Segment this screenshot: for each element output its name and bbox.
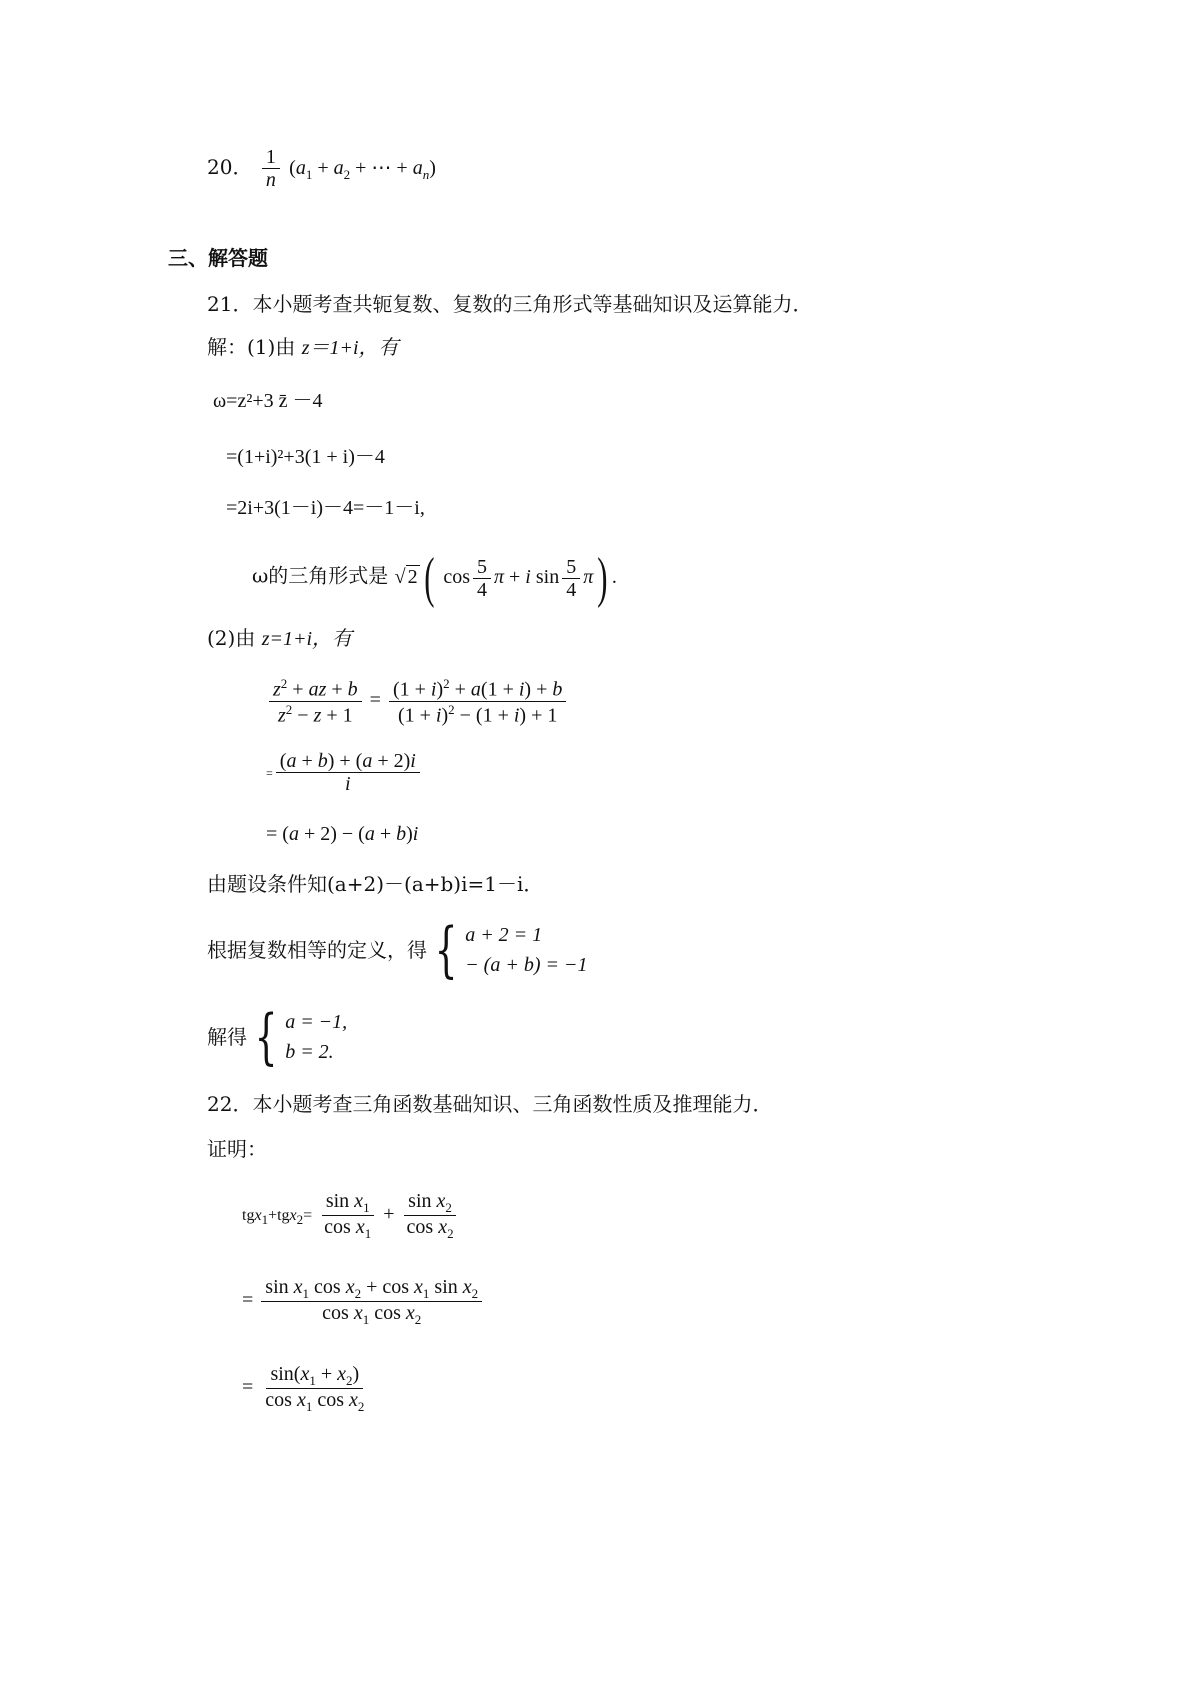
q21-result-expression: = (a + 2) − (a + b)i: [266, 823, 419, 845]
solution-a: a = −1,: [285, 1011, 348, 1033]
fraction-1-over-n: $\frac{1}{n}$: [262, 146, 280, 191]
q21-solve-label: 解得: [207, 1025, 247, 1049]
q21-step1: =(1+i)²+3(1 + i)－4: [226, 446, 385, 468]
q21-simplified-fraction: = $\frac{(a + b) + (a + 2)i}{i}$: [266, 750, 423, 795]
q22-sine-sum-fraction: = $\frac{\sin(x_1 + x_2)}{\cos x_1 \cos x_2}$: [242, 1363, 365, 1414]
q21-step2: =2i+3(1－i)－4=－1－i,: [226, 497, 425, 519]
q22-intro: 22．本小题考查三角函数基础知识、三角函数性质及推理能力．: [207, 1092, 773, 1116]
q21-part2-label: (2)由: [207, 626, 256, 650]
q21-trig-prefix: ω的三角形式是: [252, 563, 389, 588]
q21-definition-text: 根据复数相等的定义，得: [207, 938, 427, 962]
section-heading: 三、解答题: [168, 246, 268, 270]
q21-omega-definition: ω=z²+3 z̄ －4: [213, 390, 323, 412]
system-eq1: a + 2 = 1: [465, 924, 543, 946]
trig-expression: √ 2 ( cos $\frac{5}{4}$ π + i sin $\frac{5}{4}$ π) .: [394, 547, 617, 609]
q21-intro: 21．本小题考查共轭复数、复数的三角形式等基础知识及运算能力．: [207, 292, 813, 316]
q21-part1-header: [207, 337, 399, 358]
q21-part2-header: [207, 628, 352, 649]
q21-condition-text: 由题设条件知(a+2)－(a+b)i=1－i．: [207, 872, 544, 896]
item-20: [207, 146, 436, 191]
solution-b: b = 2.: [285, 1041, 334, 1063]
item-20-number: 20．: [207, 155, 253, 179]
sum-expression: ($a_1 + a_2$ + ⋯ + $a_n$): [289, 157, 436, 182]
system-eq2: − (a + b) = −1: [465, 954, 588, 976]
q21-solution-line: 解得 { a = −1, b = 2.: [207, 1002, 348, 1072]
q22-combined-fraction: = $\frac{\sin x_1 \cos x_2 + \cos x_1 \sin x_2}{\cos x_1 \cos x_2}$: [242, 1276, 485, 1327]
q21-part1-label: 解：(1)由: [207, 335, 296, 359]
q21-part1-condition: z＝1+i，有: [301, 337, 399, 359]
q22-proof-label: 证明：: [207, 1137, 267, 1161]
q21-trig-form: [252, 547, 617, 609]
q21-fraction-equation: $\frac{z^2 + az + b}{z^2 - z + 1}$ = $\frac{(1 + i)^2 + a(1 + i) + b}{(1 + i)^2 - (1 + i) + 1}$: [266, 676, 569, 726]
q21-definition-line: 根据复数相等的定义，得 { a + 2 = 1 − (a + b) = −1: [207, 915, 588, 985]
q22-tan-sum: tgx$_1$+tgx$_2$= $\frac{\sin x_1}{\cos x_1}$ + $\frac{\sin x_2}{\cos x_2}$: [242, 1190, 461, 1241]
q21-part2-condition: z=1+i，有: [261, 628, 353, 650]
